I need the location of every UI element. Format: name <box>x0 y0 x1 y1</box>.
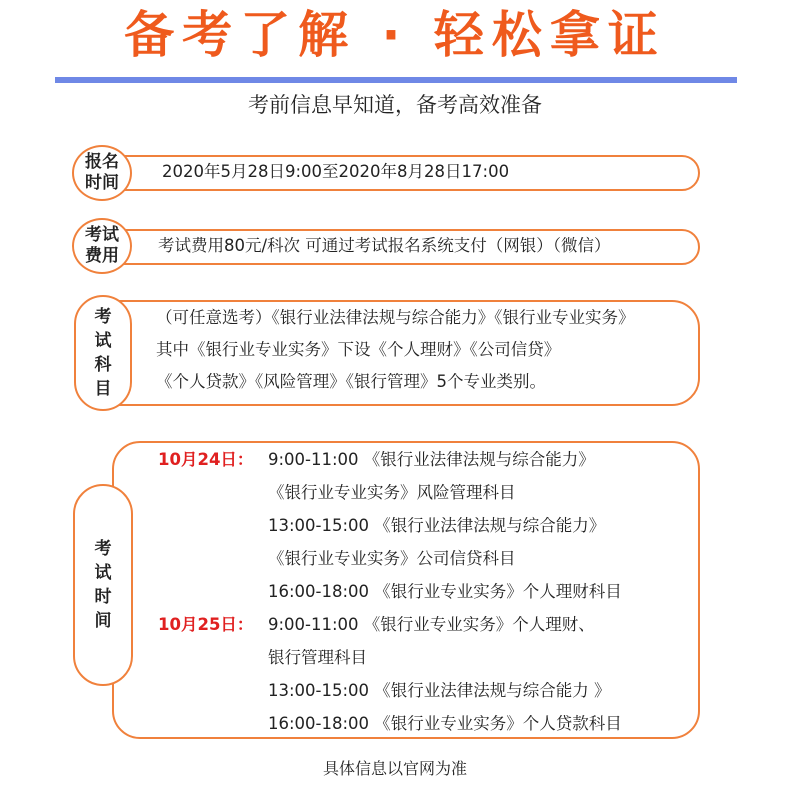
registration-label: 报名时间 <box>72 145 132 201</box>
schedule-line: 13:00-15:00 《银行业法律法规与综合能力 》 <box>268 681 611 700</box>
schedule-line: 16:00-18:00 《银行业专业实务》个人贷款科目 <box>268 714 622 733</box>
schedule-date-oct24: 10月24日： <box>158 450 254 469</box>
schedule-label: 考试时间 <box>73 484 133 686</box>
schedule-line: 9:00-11:00 《银行业专业实务》个人理财、 <box>268 615 595 634</box>
schedule-line: 13:00-15:00 《银行业法律法规与综合能力》 <box>268 516 606 535</box>
subjects-line: 其中《银行业专业实务》下设《个人理财》《公司信贷》 <box>156 340 561 359</box>
schedule-line: 《银行业专业实务》风险管理科目 <box>268 483 516 502</box>
subjects-label: 考试科目 <box>74 295 132 411</box>
schedule-line: 《银行业专业实务》公司信贷科目 <box>268 549 516 568</box>
registration-text: 2020年5月28日9:00至2020年8月28日17:00 <box>162 162 510 181</box>
page-subtitle: 考前信息早知道，备考高效准备 <box>248 93 542 117</box>
fee-label: 考试费用 <box>72 218 132 274</box>
page-headline: 备考了解 · 轻松拿证 <box>124 6 666 64</box>
schedule-line: 9:00-11:00 《银行业法律法规与综合能力》 <box>268 450 595 469</box>
subjects-line: 《个人贷款》《风险管理》《银行管理》5个专业类别。 <box>156 372 546 391</box>
schedule-line: 银行管理科目 <box>268 648 367 667</box>
divider-bar <box>55 77 737 83</box>
schedule-line: 16:00-18:00 《银行业专业实务》个人理财科目 <box>268 582 622 601</box>
subjects-line: （可任意选考）《银行业法律法规与综合能力》《银行业专业实务》 <box>156 308 635 327</box>
footer-note: 具体信息以官网为准 <box>322 759 467 778</box>
schedule-date-oct25: 10月25日： <box>158 615 254 634</box>
fee-text: 考试费用80元/科次 可通过考试报名系统支付（网银）（微信） <box>158 236 611 255</box>
